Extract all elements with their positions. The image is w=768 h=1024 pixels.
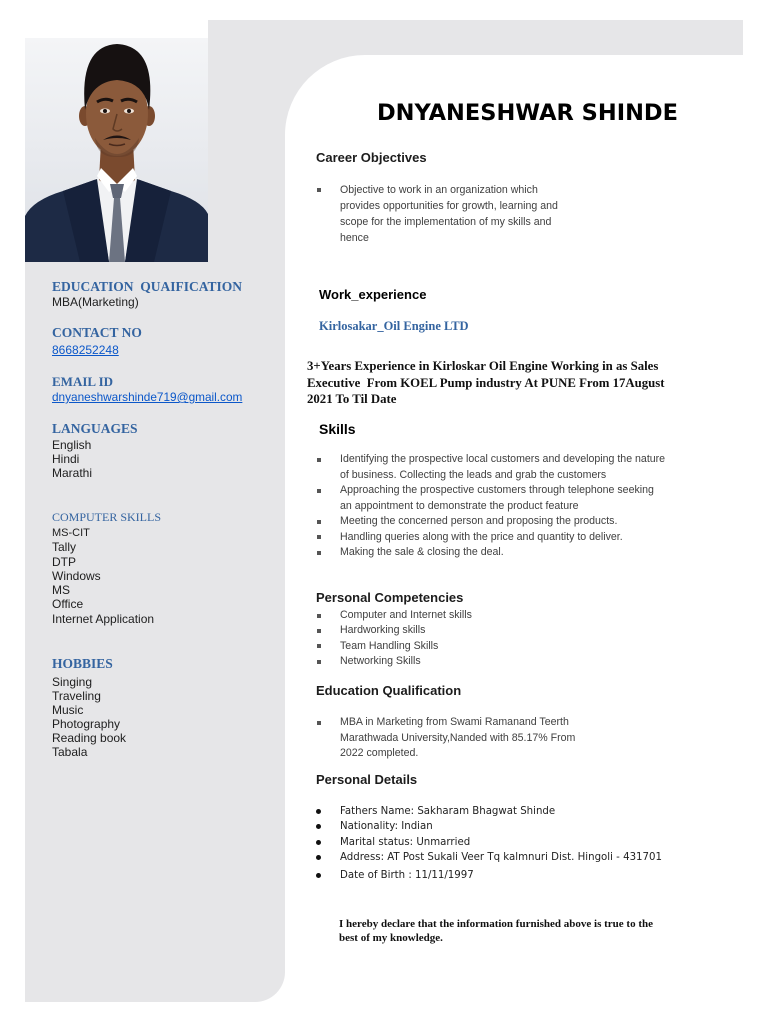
list-item-line: hence [340, 232, 369, 244]
list-item-line: Approaching the prospective customers through telephone seeking [340, 484, 654, 496]
experience-summary [307, 358, 665, 408]
square-bullet-icon [317, 489, 321, 493]
list-item [316, 545, 665, 561]
list-item-line: Address: AT Post Sukali Veer Tq kalmnuri Dist. Hingoli - 431701 [340, 851, 662, 863]
list-item [316, 182, 558, 246]
experience-summary-line: Executive From KOEL Pump industry At PUNE From 17August [307, 375, 665, 390]
languages-heading: LANGUAGES [52, 421, 138, 436]
list-item-line: Nationality: Indian [340, 821, 433, 833]
education-qualification-heading: Education Qualification [316, 683, 462, 698]
email-link[interactable]: dnyaneshwarshinde719@gmail.com [52, 390, 243, 404]
hobby-item: Music [52, 703, 84, 717]
declaration-line: best of my knowledge. [339, 932, 443, 944]
square-bullet-icon [317, 614, 321, 618]
skills-heading: Skills [319, 421, 356, 437]
list-item [316, 483, 665, 514]
list-item-line: scope for the implementation of my skills and [340, 216, 552, 228]
list-item [316, 452, 665, 483]
list-item-line: Making the sale & closing the deal. [340, 546, 504, 558]
hobby-item: Reading book [52, 731, 127, 745]
experience-summary-line: 2021 To Til Date [307, 392, 397, 406]
list-item [316, 804, 662, 819]
round-bullet-icon [316, 840, 321, 845]
computer-skill-item: Windows [52, 568, 101, 583]
list-item [316, 868, 662, 883]
list-item-line: Objective to work in an organization which [340, 184, 538, 196]
list-item-line: Team Handling Skills [340, 639, 439, 652]
sidebar-background [25, 262, 285, 1002]
computer-skill-item: Office [52, 597, 84, 612]
career-objectives-heading: Career Objectives [316, 150, 427, 165]
list-item [316, 715, 575, 762]
square-bullet-icon [317, 660, 321, 664]
round-bullet-icon [316, 873, 321, 878]
list-item-line: Networking Skills [340, 654, 421, 667]
hobby-item: Photography [52, 717, 121, 731]
computer-skills-list [52, 526, 154, 626]
list-item [316, 639, 472, 654]
declaration-line: I hereby declare that the information furnished above is true to the [339, 918, 653, 930]
experience-summary-line: 3+Years Experience in Kirloskar Oil Engine Working in as Sales [307, 359, 659, 373]
list-item [316, 530, 665, 546]
list-item-line: Identifying the prospective local customers and developing the nature [340, 453, 666, 465]
hobbies-heading: HOBBIES [52, 656, 113, 671]
list-item-line: MBA in Marketing from Swami Ramanand Teerth [340, 716, 569, 728]
list-item-line: Date of Birth : 11/11/1997 [340, 870, 474, 882]
hobby-item: Traveling [52, 689, 101, 703]
square-bullet-icon [317, 458, 321, 462]
hobbies-list [52, 675, 126, 759]
languages-list [52, 438, 92, 480]
list-item-line: an appointment to demonstrate the product feature [340, 499, 579, 512]
language-item: Marathi [52, 466, 93, 480]
list-item-line: Meeting the concerned person and proposing the products. [340, 515, 618, 527]
list-item [316, 850, 662, 865]
personal-competencies-heading: Personal Competencies [316, 590, 464, 605]
language-item: Hindi [52, 452, 80, 466]
hobby-item: Singing [52, 675, 93, 689]
profile-photo [25, 38, 208, 262]
list-item [316, 654, 472, 669]
language-item: English [52, 438, 92, 452]
education-qualification-list [316, 715, 575, 762]
computer-skill-item: DTP [52, 554, 76, 569]
round-bullet-icon [316, 824, 321, 829]
personal-details-list [316, 804, 662, 884]
phone-link[interactable]: 8668252248 [52, 343, 119, 357]
contact-heading: CONTACT NO [52, 325, 142, 340]
list-item-line: Hardworking skills [340, 624, 426, 637]
square-bullet-icon [317, 721, 321, 725]
square-bullet-icon [317, 644, 321, 648]
list-item [316, 819, 662, 834]
computer-skills-heading: COMPUTER SKILLS [52, 510, 162, 524]
career-objectives-list [316, 182, 558, 246]
education-value: MBA(Marketing) [52, 295, 139, 309]
personal-details-heading: Personal Details [316, 772, 418, 787]
list-item [316, 623, 472, 638]
list-item [316, 608, 472, 623]
email-heading: EMAIL ID [52, 374, 114, 389]
square-bullet-icon [317, 535, 321, 539]
page-title: DNYANESHWAR SHINDE [377, 100, 678, 126]
work-experience-heading: Work_experience [319, 287, 427, 302]
list-item [316, 514, 665, 530]
computer-skill-item: MS-CIT [52, 527, 90, 539]
computer-skill-item: Tally [52, 540, 77, 555]
declaration [339, 917, 653, 945]
personal-competencies-list [316, 608, 472, 669]
computer-skill-item: MS [52, 583, 70, 598]
list-item-line: Marital status: Unmarried [340, 836, 471, 848]
list-item-line: Computer and Internet skills [340, 609, 472, 621]
square-bullet-icon [317, 188, 321, 192]
list-item [316, 835, 662, 850]
hobby-item: Tabala [52, 745, 88, 759]
square-bullet-icon [317, 551, 321, 555]
list-item-line: Marathwada University,Nanded with 85.17% From [340, 731, 576, 744]
list-item-line: Fathers Name: Sakharam Bhagwat Shinde [340, 806, 556, 817]
list-item-line: Handling queries along with the price and quantity to deliver. [340, 530, 623, 543]
list-item-line: provides opportunities for growth, learning and [340, 200, 558, 212]
education-heading: EDUCATION QUAIFICATION [52, 279, 243, 294]
list-item-line: 2022 completed. [340, 747, 419, 759]
company-name: Kirlosakar_Oil Engine LTD [319, 319, 469, 333]
square-bullet-icon [317, 520, 321, 524]
round-bullet-icon [316, 855, 321, 860]
round-bullet-icon [316, 809, 321, 814]
computer-skill-item: Internet Application [52, 611, 155, 626]
list-item-line: of business. Collecting the leads and grab the customers [340, 468, 607, 481]
square-bullet-icon [317, 629, 321, 633]
skills-list [316, 452, 665, 561]
